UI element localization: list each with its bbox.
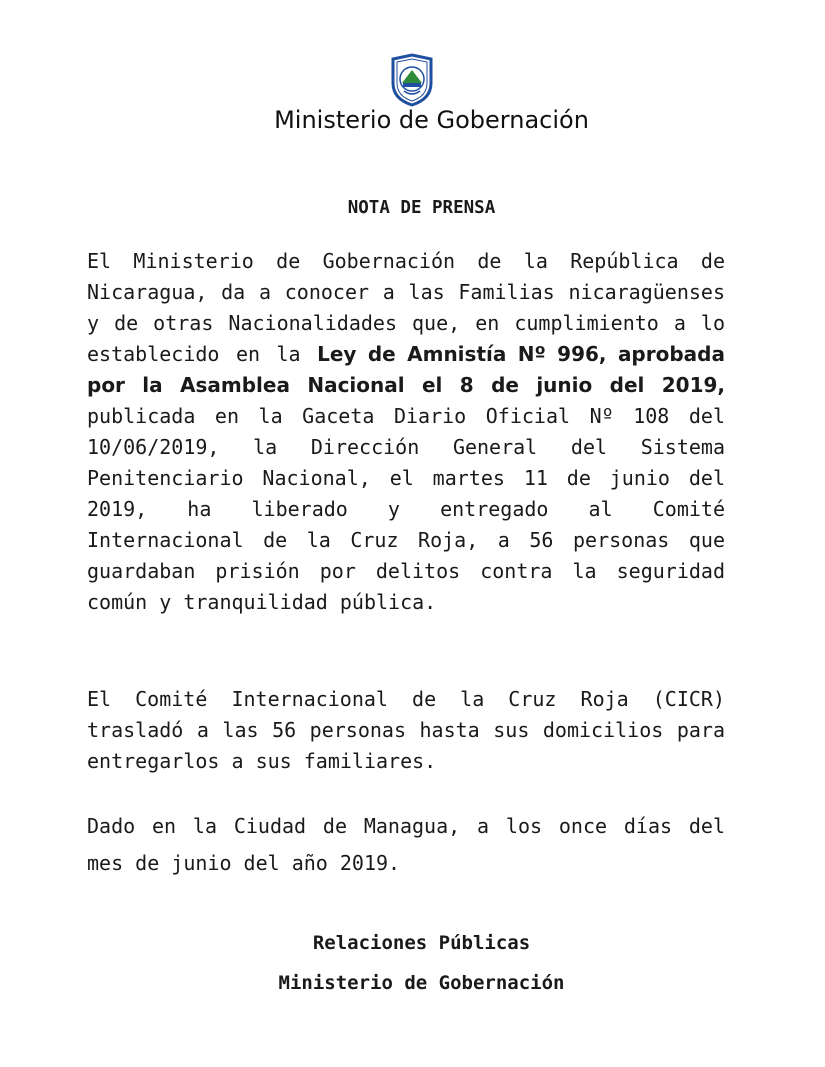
document-heading: NOTA DE PRENSA xyxy=(347,198,496,218)
ministry-shield-logo xyxy=(390,53,434,107)
paragraph-announcement-part1: El Ministerio de Gobernación de la República de Nicaragua, da a conocer a las Familias nicaragüenses y de otras Nacionalidades que, en cumplimiento a lo establecido en la xyxy=(87,249,725,366)
ministry-title: Ministerio de Gobernación xyxy=(274,106,589,134)
paragraph-announcement-part2: publicada en la Gaceta Diario Oficial Nº 108 del 10/06/2019, la Dirección General del Sistema Penitenciario Nacional, el martes 11 de junio del 2019, ha liberado y entregado al Comité Internacional de la Cruz Roja, a 56 personas que guardaban prisión por delitos contra la seguridad común y tranquilidad pública. xyxy=(87,404,725,614)
signature-ministry: Ministerio de Gobernación xyxy=(278,972,565,994)
paragraph-cicr: El Comité Internacional de la Cruz Roja (CICR) trasladó a las 56 personas hasta sus domicilios para entregarlos a sus familiares. xyxy=(87,687,725,773)
signature-department: Relaciones Públicas xyxy=(312,932,531,954)
paragraph-announcement-law-reference: Ley de Amnistía Nº 996, aprobada por la Asamblea Nacional el 8 de junio del 2019, xyxy=(87,342,725,397)
paragraph-date: Dado en la Ciudad de Managua, a los once días del mes de junio del año 2019. xyxy=(87,814,725,875)
paragraph-announcement xyxy=(87,246,725,618)
